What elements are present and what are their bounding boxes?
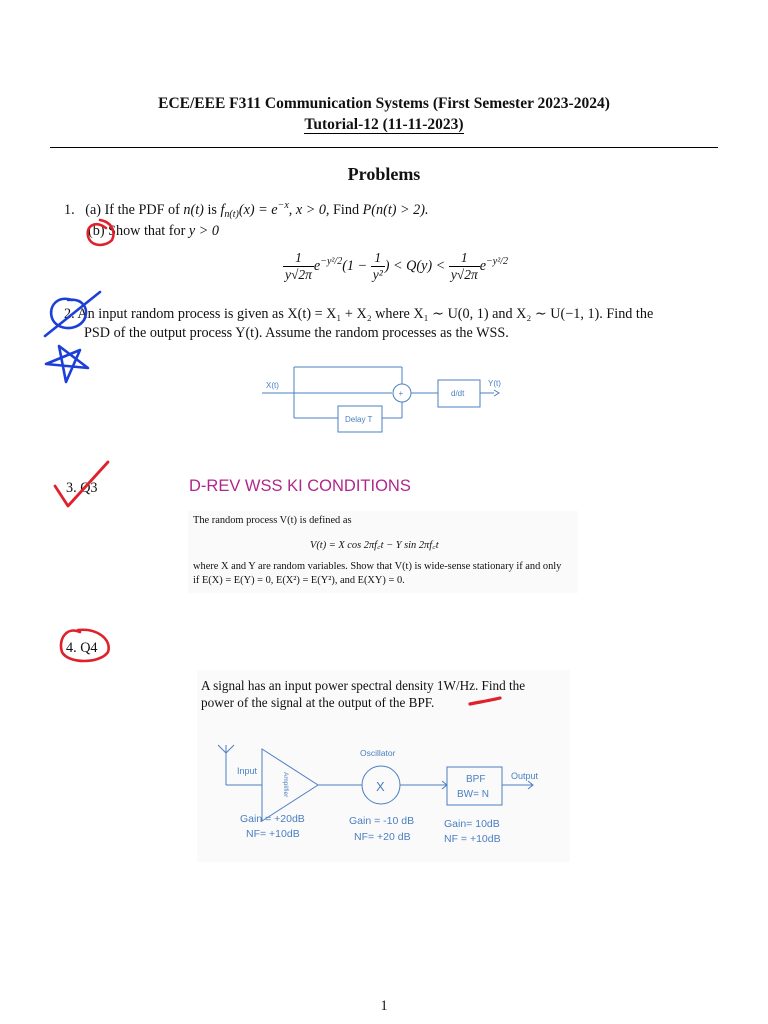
- eq-frac-1-den: y√2π: [285, 267, 312, 282]
- scan-line-1: The random process V(t) is defined as: [193, 515, 352, 526]
- diagram-output-label: Y(t): [488, 379, 501, 388]
- eq-mid-open: (1 −: [342, 257, 368, 274]
- part-a-text: If the PDF of: [104, 202, 180, 218]
- delay-label: Delay T: [345, 415, 373, 424]
- problem4-label: Q4: [80, 640, 98, 656]
- part-b-text: Show that for: [108, 223, 186, 239]
- amp-gain: Gain = +20dB: [240, 813, 305, 825]
- bpf-nf: NF = +10dB: [444, 833, 501, 845]
- eq-frac-2-num: 1: [371, 250, 385, 267]
- bpf-bandwidth: BW= N: [457, 789, 489, 800]
- problem4-text-line2: power of the signal at the output of the BPF.: [201, 695, 435, 710]
- eq-exp1: −y²/2: [320, 255, 343, 267]
- diagram-input-label: X(t): [266, 381, 279, 390]
- underline-mark-4: [470, 698, 500, 704]
- eq-e1: e: [313, 257, 321, 274]
- problem1-number: 1.: [64, 202, 75, 218]
- problem4-text-line1: A signal has an input power spectral density 1W/Hz. Find the: [201, 678, 526, 693]
- circle-mark-4: [61, 630, 109, 661]
- problem3-label: Q3: [80, 480, 98, 496]
- amp-nf: NF= +10dB: [246, 828, 300, 840]
- part-a-is: is: [207, 202, 217, 218]
- eq-frac-3-num: 1: [449, 250, 480, 267]
- part-a-prob: P(n(t) > 2).: [362, 202, 429, 218]
- part-a-nt: n(t): [183, 202, 204, 218]
- problem2-text-line1: An input random process is given as X(t) = X₁ + X₂ where X₁ ∼ U(0, 1) and X₂ ∼ U(−1, 1). Find the: [77, 306, 654, 322]
- problem2-number: 2.: [64, 306, 75, 322]
- mixer-nf: NF= +20 dB: [354, 831, 411, 843]
- course-title: ECE/EEE F311 Communication Systems (First Semester 2023-2024): [158, 95, 610, 112]
- tutorial-title-text: Tutorial-12 (11-11-2023): [304, 116, 464, 133]
- problem3-pink-heading: D-REV WSS KI CONDITIONS: [189, 477, 411, 495]
- circle-mark-1b: [88, 220, 114, 245]
- problem2-line2: PSD of the output process Y(t). Assume the random processes as the WSS.: [84, 325, 509, 341]
- star-mark-2: [46, 346, 88, 382]
- bpf-label: BPF: [466, 774, 486, 785]
- eq-mid-close: ) < Q(y) <: [384, 257, 446, 274]
- part-a-exp: −x: [277, 200, 289, 211]
- part-a-f: f: [220, 202, 225, 218]
- part-a-sub: n(t): [224, 209, 239, 220]
- eq-frac-2-den: y²: [372, 267, 383, 282]
- problem4-number: 4.: [66, 640, 77, 656]
- amplifier-label: Amplifier: [282, 772, 289, 798]
- page-number: 1: [380, 998, 388, 1014]
- part-a-find: Find: [333, 202, 360, 218]
- part-b-label: (b): [88, 223, 105, 239]
- eq-exp2: −y²/2: [486, 255, 509, 267]
- part-b-cond: y > 0: [188, 223, 219, 239]
- section-heading: Problems: [347, 164, 421, 184]
- diff-label: d/dt: [451, 389, 465, 398]
- eq-e2: e: [479, 257, 487, 274]
- eq-frac-1-num: 1: [283, 250, 314, 267]
- check-mark-3: [55, 462, 108, 506]
- part-a-cond: , x > 0,: [288, 202, 330, 218]
- bpf-gain: Gain= 10dB: [444, 818, 500, 830]
- part-a-label: (a): [85, 202, 102, 218]
- circle-mark-2: [51, 299, 86, 328]
- output-label: Output: [511, 771, 539, 781]
- oscillator-label: Oscillator: [360, 748, 396, 758]
- scan-equation: V(t) = X cos 2πf꜀t − Y sin 2πf꜀t: [310, 540, 439, 551]
- scan-line-3: if E(X) = E(Y) = 0, E(X²) = E(Y²), and E(XY) = 0.: [193, 575, 405, 586]
- problem3-number: 3.: [66, 480, 77, 496]
- mixer-gain: Gain = -10 dB: [349, 815, 415, 827]
- scan-line-2: where X and Y are random variables. Show that V(t) is wide-sense stationary if and only: [193, 561, 562, 572]
- mixer-symbol: X: [376, 779, 385, 794]
- eq-frac-3-den: y√2π: [450, 267, 478, 282]
- sum-symbol: +: [398, 389, 404, 398]
- part-a-fx: (x) = e: [238, 202, 278, 218]
- input-label: Input: [237, 766, 258, 776]
